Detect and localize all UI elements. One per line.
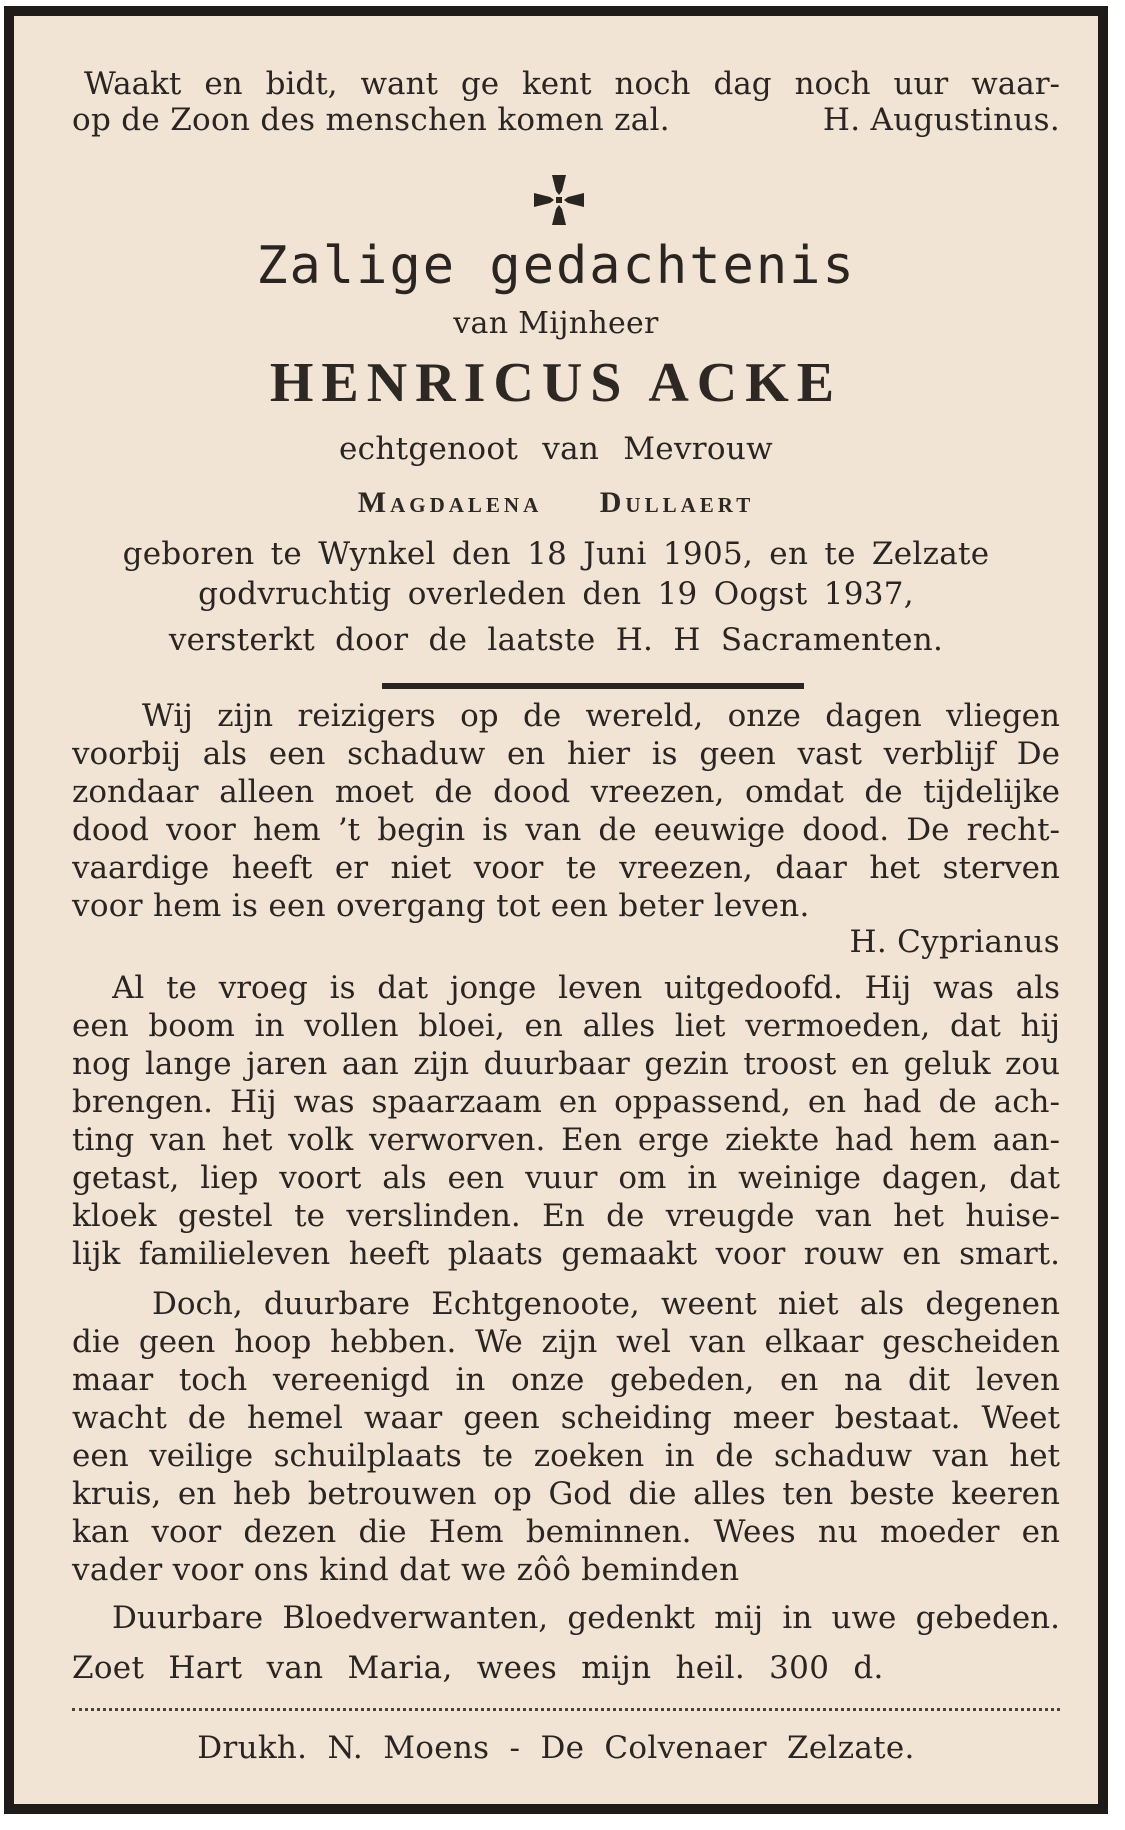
spouse-name: Magdalena Dullaert xyxy=(357,486,755,519)
page-title: Zalige gedachtenis xyxy=(256,236,856,296)
p1-line-6: voor hem is een overgang tot een beter leven. xyxy=(72,888,810,924)
death-line: godvruchtig overleden den 19 Oogst 1937, xyxy=(198,576,914,612)
p2-line-6: getast, liep voort als een vuur om in weinige dagen, dat xyxy=(72,1160,1060,1196)
p1-line-5: vaardige heeft er niet voor te vreezen, daar het sterven xyxy=(72,850,1060,886)
p3-line-5: een veilige schuilplaats te zoeken in de schaduw van het xyxy=(72,1438,1060,1474)
p1-line-1: Wij zijn reizigers op de wereld, onze dagen vliegen xyxy=(142,698,1060,734)
closing-line-1: Duurbare Bloedverwanten, gedenkt mij in uwe gebeden. xyxy=(112,1600,1060,1636)
p3-line-6: kruis, en heb betrouwen op God die alles ten beste keeren xyxy=(72,1476,1060,1512)
card-content xyxy=(14,16,1098,1804)
birth-line: geboren te Wynkel den 18 Juni 1905, en te Zelzate xyxy=(122,536,990,572)
p2-line-1: Al te vroeg is dat jonge leven uitgedoofd. Hij was als xyxy=(112,970,1060,1006)
p2-line-8: lijk familieleven heeft plaats gemaakt voor rouw en smart. xyxy=(72,1236,1060,1272)
p1-line-2: voorbij als een schaduw en hier is geen vast verblijf De xyxy=(72,736,1060,772)
printer-line: Drukh. N. Moens - De Colvenaer Zelzate. xyxy=(197,1730,915,1766)
cross-icon xyxy=(530,171,588,229)
quote-line-2: op de Zoon des menschen komen zal. xyxy=(72,102,670,138)
p3-last-line: vader voor ons kind dat we zôô beminden xyxy=(72,1552,740,1588)
p3-line-7: kan voor dezen die Hem beminnen. Wees nu moeder en xyxy=(72,1514,1060,1550)
quote-attribution: H. Augustinus. xyxy=(822,102,1060,138)
p2-line-2: een boom in vollen bloei, en alles liet vermoeden, dat hij xyxy=(72,1008,1060,1044)
p3-line-4: wacht de hemel waar geen scheiding meer bestaat. Weet xyxy=(72,1400,1060,1436)
p3-line-3: maar toch vereenigd in onze gebeden, en na dit leven xyxy=(72,1362,1060,1398)
divider-rule xyxy=(382,683,804,689)
p3-line-2: die geen hoop hebben. We zijn wel van elkaar gescheiden xyxy=(72,1324,1060,1360)
p2-line-4: brengen. Hij was spaarzaam en oppassend, en had de ach- xyxy=(72,1084,1060,1120)
p2-line-7: kloek gestel te verslinden. En de vreugde van het huise- xyxy=(72,1198,1060,1234)
echtgenoot-line: echtgenoot van Mevrouw xyxy=(339,431,773,467)
p1-line-3: zondaar alleen moet de dood vreezen, omdat de tijdelijke xyxy=(72,774,1060,810)
quote-line-1: Waakt en bidt, want ge kent noch dag noch uur waar- xyxy=(84,66,1060,102)
p2-line-5: ting van het volk verworven. Een erge ziekte had hem aan- xyxy=(72,1122,1060,1158)
p1-line-4: dood voor hem ’t begin is van de eeuwige dood. De recht- xyxy=(72,812,1060,848)
dotted-divider xyxy=(72,1708,1060,1711)
p2-line-3: nog lange jaren aan zijn duurbaar gezin troost en geluk zou xyxy=(72,1046,1060,1082)
closing-line-2: Zoet Hart van Maria, wees mijn heil. 300 d. xyxy=(72,1650,884,1686)
deceased-name: HENRICUS ACKE xyxy=(269,352,843,414)
p1-attribution: H. Cyprianus xyxy=(849,924,1060,960)
p3-line-1: Doch, duurbare Echtgenoote, weent niet als degenen xyxy=(152,1286,1060,1322)
sacraments-line: versterkt door de laatste H. H Sacramenten. xyxy=(168,622,944,658)
van-mijnheer: van Mijnheer xyxy=(453,306,659,341)
memorial-card xyxy=(4,6,1108,1814)
